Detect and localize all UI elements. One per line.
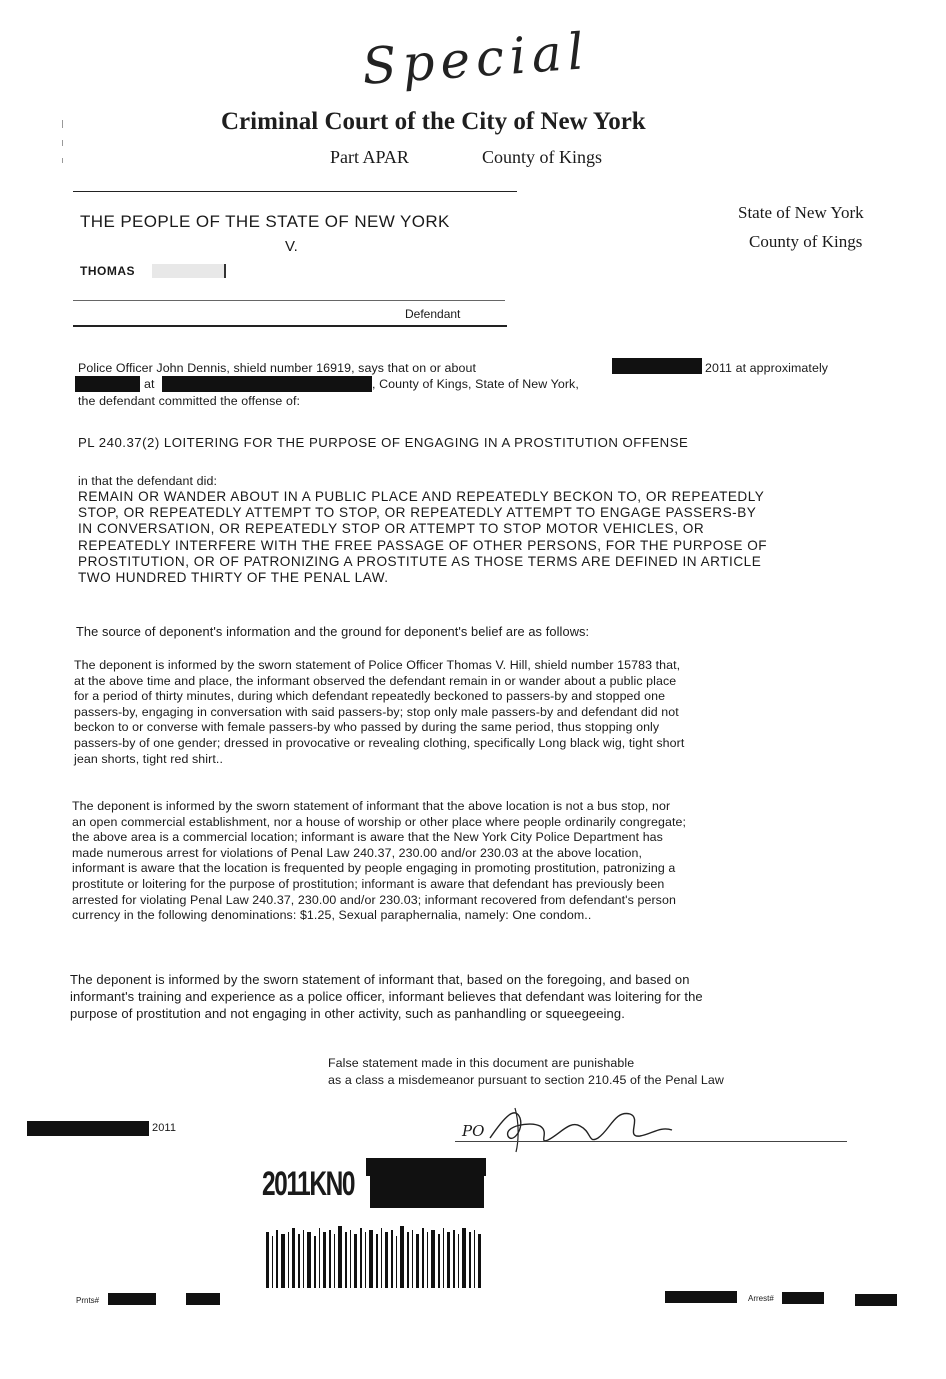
paragraph-line: passers-by of one gender; dressed in provocative or revealing clothing, specifically Long black wig, tight short: [74, 735, 685, 750]
docket-redaction: [366, 1158, 486, 1176]
paragraph-observation: [74, 658, 894, 767]
statute-line: IN CONVERSATION, OR REPEATEDLY STOP OR ATTEMPT TO STOP MOTOR VEHICLES, OR: [78, 521, 705, 537]
paragraph-line: for a period of thirty minutes, during which defendant repeatedly beckoned to passers-by and stopped one: [74, 689, 666, 704]
paragraph-conclusion: [70, 972, 890, 1022]
defendant-label: Defendant: [405, 307, 461, 321]
signature-line: [455, 1141, 847, 1142]
defendant-name: THOMAS: [80, 264, 135, 278]
court-title: Criminal Court of the City of New York: [221, 108, 646, 135]
court-part: Part APAR: [330, 147, 409, 167]
paragraph-line: the above area is a commercial location; informant is aware that the New York City Police Department has: [72, 830, 663, 845]
source-line: The source of deponent's information and the ground for deponent's belief are as follows:: [76, 624, 590, 639]
paragraph-line: at the above time and place, the informant observed the defendant remain in or wander about a public place: [74, 673, 677, 688]
venue-state: State of New York: [738, 203, 864, 222]
signature-date-suffix: 2011: [152, 1122, 177, 1134]
paragraph-line: currency in the following denominations: $1.25, Sexual paraphernalia, namely: One condom..: [72, 908, 592, 923]
caption-rule-lower: [73, 325, 507, 327]
defendant-surname-redaction: [152, 264, 226, 278]
header-rule: [73, 191, 517, 192]
paragraph-line: passers-by, engaging in conversation with said passers-by; stop only male passers-by and defendant did not: [74, 704, 679, 719]
in-that-line: in that the defendant did:: [78, 474, 218, 488]
paragraph-line: made numerous arrest for violations of Penal Law 240.37, 230.00 and/or 230.03 at the above location,: [72, 845, 643, 860]
paragraph-line: informant is aware that the location is frequented by people engaging in promoting prostitution, patronizing a: [72, 861, 676, 876]
time-redaction: [75, 376, 140, 392]
caption-rule-upper: [73, 300, 505, 301]
charge-line: PL 240.37(2) LOITERING FOR THE PURPOSE OF ENGAGING IN A PROSTITUTION OFFENSE: [78, 435, 689, 450]
footer-arrest-redaction: [782, 1292, 824, 1304]
court-county: County of Kings: [482, 147, 603, 167]
signature-date-redaction: [27, 1121, 149, 1136]
footer-arrest-redaction-2: [855, 1294, 897, 1306]
statute-line: REMAIN OR WANDER ABOUT IN A PUBLIC PLACE AND REPEATEDLY BECKON TO, OR REPEATEDLY: [78, 489, 765, 504]
venue-county: County of Kings: [749, 232, 863, 251]
paragraph-line: The deponent is informed by the sworn statement of informant that, based on the foregoing, and based on: [70, 972, 690, 987]
intro-line-2-a: at: [144, 377, 155, 391]
intro-line-2-b: , County of Kings, State of New York,: [372, 377, 579, 391]
statute-line: REPEATEDLY INTERFERE WITH THE FREE PASSAGE OF OTHER PERSONS, FOR THE PURPOSE OF: [78, 537, 768, 553]
notice-line: as a class a misdemeanor pursuant to section 210.45 of the Penal Law: [328, 1072, 724, 1087]
intro-line-1-b: 2011 at approximately: [705, 361, 829, 375]
location-redaction: [162, 376, 372, 392]
notice-line: False statement made in this document are punishable: [328, 1056, 635, 1070]
paragraph-line: informant's training and experience as a police officer, informant believes that defendant was loitering for the: [70, 988, 703, 1004]
footer-prints-label: Prnts#: [76, 1296, 100, 1305]
paragraph-location: [72, 799, 892, 924]
footer-prints-redaction: [108, 1293, 156, 1305]
signature-prefix: PO: [462, 1122, 485, 1140]
footer-arrest-label: Arrest#: [748, 1294, 774, 1303]
caption-people: THE PEOPLE OF THE STATE OF NEW YORK: [80, 212, 450, 231]
paragraph-line: an open commercial establishment, nor a house of worship or other place where people ordinarily congregate;: [72, 814, 687, 829]
docket-number: 2011KN0: [262, 1165, 355, 1203]
footer-prints-redaction-2: [186, 1293, 220, 1305]
caption-versus: V.: [285, 238, 298, 255]
paragraph-line: The deponent is informed by the sworn statement of informant that the above location is not a bus stop, nor: [72, 799, 671, 813]
barcode: [266, 1226, 482, 1288]
paragraph-line: beckon to or converse with female passers-by who passed by during the same period, thus stopping only: [74, 720, 660, 735]
officer-signature: [420, 1096, 700, 1156]
statute-line: STOP, OR REPEATEDLY ATTEMPT TO STOP, OR REPEATEDLY ATTEMPT TO ENGAGE PASSERS-BY: [78, 505, 757, 521]
intro-line-1-a: Police Officer John Dennis, shield number 16919, says that on or about: [78, 361, 476, 375]
false-statement-notice: [328, 1055, 724, 1088]
paragraph-line: The deponent is informed by the sworn statement of Police Officer Thomas V. Hill, shield number 15783 that,: [74, 658, 681, 672]
statute-line: PROSTITUTION, OR OF PATRONIZING A PROSTITUTE AS THOSE TERMS ARE DEFINED IN ARTICLE: [78, 553, 762, 569]
paragraph-line: prostitute or loitering for the purpose of prostitution; informant is aware that defendant has previously been: [72, 876, 665, 891]
paragraph-line: purpose of prostitution and not engaging in other activity, such as panhandling or squeegeeing.: [70, 1005, 625, 1021]
docket-redaction-lower: [370, 1176, 484, 1208]
paragraph-line: jean shorts, tight red shirt..: [74, 751, 224, 766]
intro-line-3: the defendant committed the offense of:: [78, 394, 301, 408]
statute-text: [78, 489, 898, 586]
handwritten-note: Special: [360, 22, 592, 96]
date-redaction: [612, 358, 702, 374]
paragraph-line: arrested for violating Penal Law 240.37, 230.00 and/or 230.03; informant recovered from defendant's person: [72, 892, 676, 907]
footer-left-redaction: [665, 1291, 737, 1303]
statute-line: TWO HUNDRED THIRTY OF THE PENAL LAW.: [78, 570, 389, 586]
